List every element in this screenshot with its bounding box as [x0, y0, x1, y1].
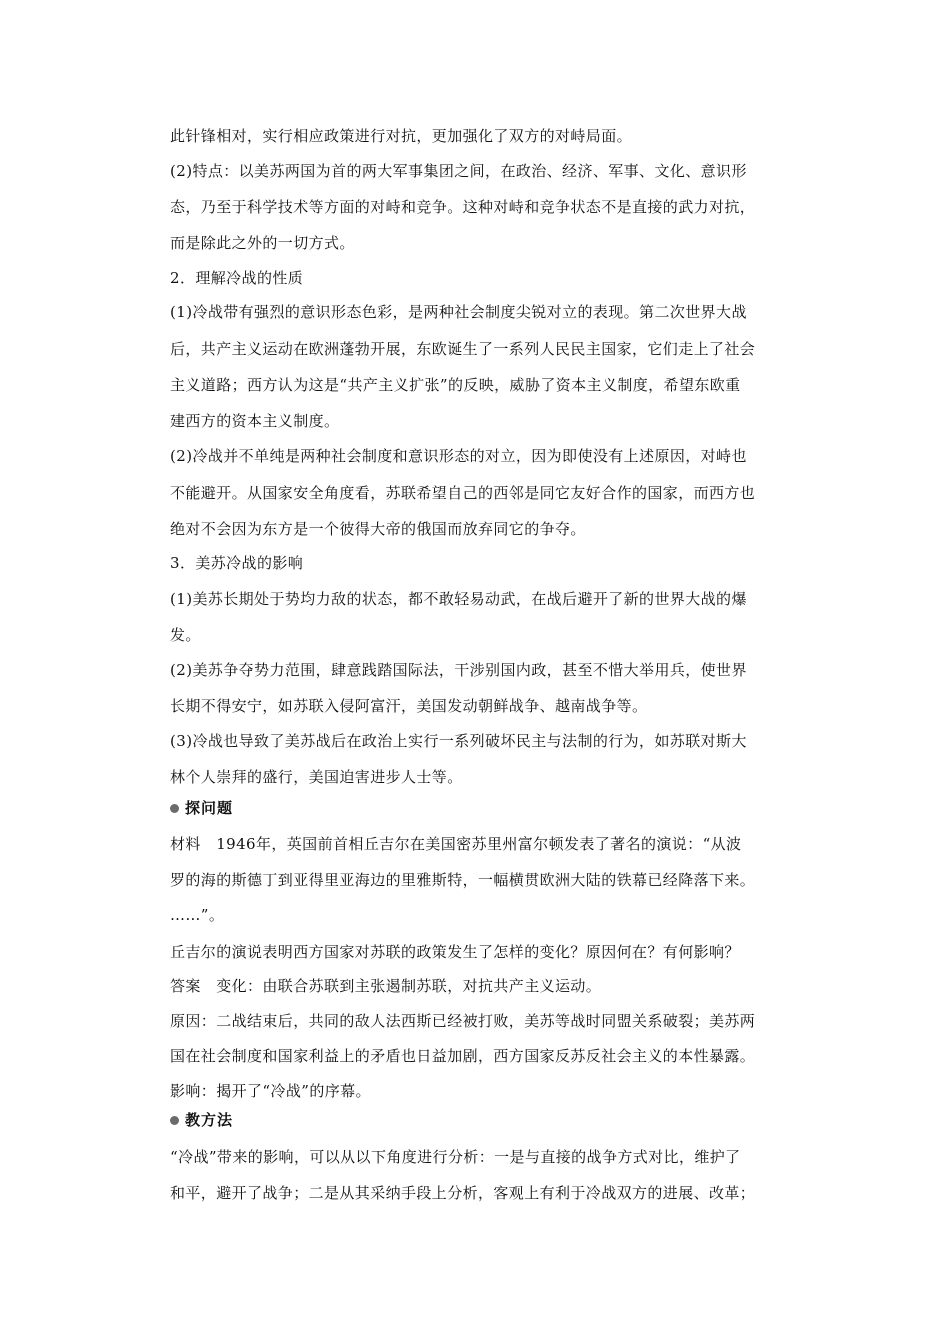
- text-line: (2)特点：以美苏两国为首的两大军事集团之间，在政治、经济、军事、文化、意识形: [170, 162, 747, 180]
- text-line: 林个人崇拜的盛行，美国迫害进步人士等。: [170, 768, 463, 786]
- heading-label: 探问题: [185, 799, 234, 817]
- text-line: (2)冷战并不单纯是两种社会制度和意识形态的对立，因为即使没有上述原因，对峙也: [170, 447, 747, 465]
- text-line: 国在社会制度和国家利益上的矛盾也日益加剧，西方国家反苏反社会主义的本性暴露。: [170, 1047, 756, 1065]
- heading-teaching-method: [170, 1110, 233, 1130]
- text-line: 而是除此之外的一切方式。: [170, 234, 355, 252]
- text-line: (1)美苏长期处于势均力敌的状态，都不敢轻易动武，在战后避开了新的世界大战的爆: [170, 590, 747, 608]
- text-line: “冷战”带来的影响，可以从以下角度进行分析：一是与直接的战争方式对比，维护了: [170, 1148, 741, 1166]
- text-line: 影响：揭开了“冷战”的序幕。: [170, 1082, 371, 1100]
- text-line: (2)美苏争夺势力范围，肆意践踏国际法，干涉别国内政，甚至不惜大举用兵，使世界: [170, 661, 747, 679]
- text-line: 不能避开。从国家安全角度看，苏联希望自己的西邻是同它友好合作的国家，而西方也: [170, 484, 756, 502]
- text-line: (3)冷战也导致了美苏战后在政治上实行一系列破坏民主与法制的行为，如苏联对斯大: [170, 732, 747, 750]
- text-line: 后，共产主义运动在欧洲蓬勃开展，东欧诞生了一系列人民民主国家，它们走上了社会: [170, 340, 756, 358]
- text-line: 此针锋相对，实行相应政策进行对抗，更加强化了双方的对峙局面。: [170, 127, 633, 145]
- heading-label: 教方法: [185, 1111, 234, 1129]
- section-heading: 2．理解冷战的性质: [170, 269, 304, 287]
- text-line: 丘吉尔的演说表明西方国家对苏联的政策发生了怎样的变化？原因何在？有何影响？: [170, 943, 740, 961]
- text-line: 建西方的资本主义制度。: [170, 412, 340, 430]
- heading-explore-question: [170, 798, 233, 818]
- text-line: 主义道路；西方认为这是“共产主义扩张”的反映，威胁了资本主义制度，希望东欧重: [170, 376, 741, 394]
- bullet-icon: [170, 804, 179, 813]
- text-line: ……”。: [170, 906, 225, 924]
- text-line: 和平，避开了战争；二是从其采纳手段上分析，客观上有利于冷战双方的进展、改革；: [170, 1184, 756, 1202]
- text-line: 答案 变化：由联合苏联到主张遏制苏联，对抗共产主义运动。: [170, 977, 602, 995]
- text-line: 发。: [170, 626, 201, 644]
- text-line: 长期不得安宁，如苏联入侵阿富汗，美国发动朝鲜战争、越南战争等。: [170, 697, 648, 715]
- text-line: 原因：二战结束后，共同的敌人法西斯已经被打败，美苏等战时同盟关系破裂；美苏两: [170, 1012, 756, 1030]
- text-line: 罗的海的斯德丁到亚得里亚海边的里雅斯特，一幅横贯欧洲大陆的铁幕已经降落下来。: [170, 871, 756, 889]
- text-line: 态，乃至于科学技术等方面的对峙和竞争。这种对峙和竞争状态不是直接的武力对抗，: [170, 198, 756, 216]
- section-heading: 3．美苏冷战的影响: [170, 554, 304, 572]
- text-line: (1)冷战带有强烈的意识形态色彩，是两种社会制度尖锐对立的表现。第二次世界大战: [170, 303, 747, 321]
- text-line: 绝对不会因为东方是一个彼得大帝的俄国而放弃同它的争夺。: [170, 520, 586, 538]
- text-line: 材料 1946年，英国前首相丘吉尔在美国密苏里州富尔顿发表了著名的演说：“从波: [170, 835, 742, 853]
- bullet-icon: [170, 1116, 179, 1125]
